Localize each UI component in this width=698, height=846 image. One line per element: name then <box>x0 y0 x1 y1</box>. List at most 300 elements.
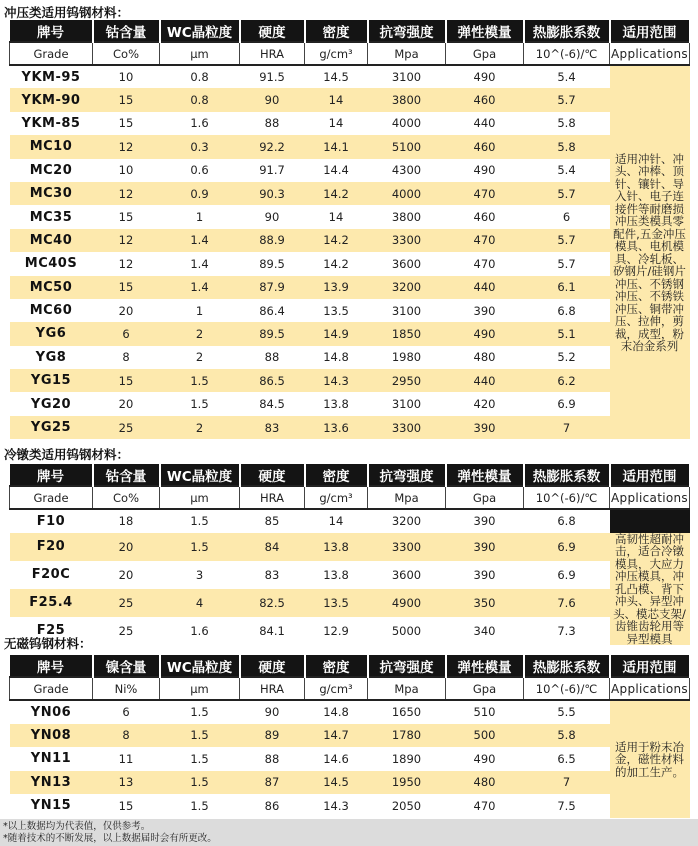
value-cell: 3800 <box>368 88 446 111</box>
value-cell: 84.5 <box>240 392 305 415</box>
table-row <box>10 589 690 617</box>
value-cell: 1890 <box>368 747 446 771</box>
value-cell: 14.1 <box>305 135 368 158</box>
table-row <box>10 299 690 322</box>
applications-label: Applications <box>610 486 690 509</box>
value-cell: 5000 <box>368 617 446 645</box>
value-cell: 0.6 <box>160 159 240 182</box>
unit-label: μm <box>160 677 240 700</box>
value-cell: 500 <box>446 724 524 748</box>
grade-cell: YG20 <box>10 392 93 415</box>
value-cell: 4900 <box>368 589 446 617</box>
applications-spacer <box>610 509 690 533</box>
unit-label: Co% <box>93 42 160 65</box>
unit-label: μm <box>160 486 240 509</box>
table-row <box>10 392 690 415</box>
unit-label: g/cm³ <box>305 677 368 700</box>
value-cell: 1980 <box>368 346 446 369</box>
footnote: *以上数据均为代表值，仅供参考。 <box>3 821 151 832</box>
value-cell: 6.5 <box>524 747 610 771</box>
value-cell: 3300 <box>368 229 446 252</box>
value-cell: 6.2 <box>524 369 610 392</box>
grade-cell: MC35 <box>10 205 93 228</box>
value-cell: 5.8 <box>524 724 610 748</box>
value-cell: 87 <box>240 771 305 795</box>
value-cell: 8 <box>93 346 160 369</box>
grade-cell: F25 <box>10 617 93 645</box>
table-row <box>10 135 690 158</box>
value-cell: 440 <box>446 276 524 299</box>
value-cell: 1.5 <box>160 794 240 818</box>
value-cell: 13.9 <box>305 276 368 299</box>
value-cell: 12 <box>93 252 160 275</box>
value-cell: 14.3 <box>305 369 368 392</box>
column-header: 热膨胀系数 <box>524 20 610 42</box>
value-cell: 440 <box>446 112 524 135</box>
nonmagnetic-materials-table <box>9 655 691 818</box>
value-cell: 10 <box>93 65 160 88</box>
grade-cell: YN13 <box>10 771 93 795</box>
value-cell: 12 <box>93 135 160 158</box>
value-cell: 14.4 <box>305 159 368 182</box>
grade-cell: YKM-90 <box>10 88 93 111</box>
value-cell: 1650 <box>368 700 446 724</box>
grade-label: Grade <box>10 677 93 700</box>
value-cell: 91.7 <box>240 159 305 182</box>
value-cell: 20 <box>93 533 160 561</box>
applications-cell: 适用冲针、冲头、冲棒、顶针、镶针、导入针、电子连接件等耐磨损冲压类模具零配件,五金冲压模具、电机模具、冷轧板、矽钢片/硅钢片冲压、不锈钢冲压、不锈铁冲压、铜带冲压、拉伸，剪裁，成型，粉末冶金系列 <box>610 65 690 439</box>
column-header: WC晶粒度 <box>160 464 240 486</box>
value-cell: 350 <box>446 589 524 617</box>
value-cell: 1780 <box>368 724 446 748</box>
value-cell: 3100 <box>368 392 446 415</box>
unit-label: Mpa <box>368 486 446 509</box>
column-header: 适用范围 <box>610 464 690 486</box>
value-cell: 14 <box>305 112 368 135</box>
value-cell: 6.9 <box>524 392 610 415</box>
grade-cell: MC60 <box>10 299 93 322</box>
value-cell: 25 <box>93 416 160 439</box>
section-title-cold-heading: 冷镦类适用钨钢材料： <box>4 447 130 462</box>
value-cell: 3200 <box>368 276 446 299</box>
table-row <box>10 65 690 88</box>
column-header: 牌号 <box>10 464 93 486</box>
value-cell: 1.4 <box>160 229 240 252</box>
value-cell: 15 <box>93 369 160 392</box>
table-row <box>10 252 690 275</box>
value-cell: 92.2 <box>240 135 305 158</box>
unit-label: HRA <box>240 677 305 700</box>
value-cell: 440 <box>446 369 524 392</box>
applications-label: Applications <box>610 677 690 700</box>
value-cell: 14.8 <box>305 346 368 369</box>
value-cell: 3300 <box>368 416 446 439</box>
value-cell: 480 <box>446 771 524 795</box>
column-header: 硬度 <box>240 464 305 486</box>
value-cell: 1.5 <box>160 771 240 795</box>
table-row <box>10 561 690 589</box>
table-row <box>10 182 690 205</box>
grade-label: Grade <box>10 486 93 509</box>
footnotes <box>0 819 698 846</box>
grade-cell: YN08 <box>10 724 93 748</box>
grade-cell: MC50 <box>10 276 93 299</box>
grade-cell: YG25 <box>10 416 93 439</box>
value-cell: 7 <box>524 771 610 795</box>
value-cell: 6 <box>93 322 160 345</box>
grade-label: Grade <box>10 42 93 65</box>
value-cell: 1.5 <box>160 392 240 415</box>
grade-cell: F25.4 <box>10 589 93 617</box>
value-cell: 4000 <box>368 182 446 205</box>
value-cell: 5.2 <box>524 346 610 369</box>
value-cell: 91.5 <box>240 65 305 88</box>
table-row <box>10 112 690 135</box>
value-cell: 1.5 <box>160 747 240 771</box>
table-row <box>10 533 690 561</box>
column-header: 弹性模量 <box>446 20 524 42</box>
value-cell: 7 <box>524 416 610 439</box>
value-cell: 5.4 <box>524 159 610 182</box>
unit-label: HRA <box>240 486 305 509</box>
value-cell: 90 <box>240 700 305 724</box>
value-cell: 390 <box>446 533 524 561</box>
column-header: 抗弯强度 <box>368 655 446 677</box>
value-cell: 1.5 <box>160 700 240 724</box>
value-cell: 2950 <box>368 369 446 392</box>
table-row <box>10 88 690 111</box>
value-cell: 1.6 <box>160 112 240 135</box>
value-cell: 89 <box>240 724 305 748</box>
table-row <box>10 205 690 228</box>
unit-label: 10^(-6)/℃ <box>524 42 610 65</box>
value-cell: 14.2 <box>305 182 368 205</box>
table-row <box>10 747 690 771</box>
column-header: 热膨胀系数 <box>524 464 610 486</box>
value-cell: 14.6 <box>305 747 368 771</box>
value-cell: 3200 <box>368 509 446 533</box>
section-title-nonmagnetic: 无磁钨钢材料： <box>4 636 92 651</box>
value-cell: 15 <box>93 276 160 299</box>
value-cell: 0.3 <box>160 135 240 158</box>
grade-cell: MC40 <box>10 229 93 252</box>
grade-cell: YN11 <box>10 747 93 771</box>
value-cell: 1950 <box>368 771 446 795</box>
value-cell: 13.6 <box>305 416 368 439</box>
value-cell: 14.3 <box>305 794 368 818</box>
value-cell: 3100 <box>368 299 446 322</box>
value-cell: 83 <box>240 561 305 589</box>
units-row <box>10 677 690 700</box>
value-cell: 90 <box>240 88 305 111</box>
value-cell: 3100 <box>368 65 446 88</box>
value-cell: 13.8 <box>305 392 368 415</box>
table-row <box>10 322 690 345</box>
unit-label: Mpa <box>368 42 446 65</box>
value-cell: 1.6 <box>160 617 240 645</box>
column-header: WC晶粒度 <box>160 655 240 677</box>
value-cell: 5.8 <box>524 135 610 158</box>
applications-cell: 适用于粉末冶金，磁性材料的加工生产。 <box>610 700 690 818</box>
table-row <box>10 617 690 645</box>
value-cell: 470 <box>446 794 524 818</box>
value-cell: 1 <box>160 205 240 228</box>
column-header: 密度 <box>305 464 368 486</box>
value-cell: 1.5 <box>160 509 240 533</box>
value-cell: 20 <box>93 299 160 322</box>
value-cell: 12 <box>93 182 160 205</box>
value-cell: 5.7 <box>524 252 610 275</box>
value-cell: 3300 <box>368 533 446 561</box>
value-cell: 15 <box>93 88 160 111</box>
value-cell: 90.3 <box>240 182 305 205</box>
value-cell: 14.9 <box>305 322 368 345</box>
value-cell: 5.7 <box>524 182 610 205</box>
unit-label: Co% <box>93 486 160 509</box>
table-row <box>10 369 690 392</box>
column-header: 抗弯强度 <box>368 464 446 486</box>
value-cell: 10 <box>93 159 160 182</box>
column-header: 弹性模量 <box>446 655 524 677</box>
value-cell: 13 <box>93 771 160 795</box>
grade-cell: YN06 <box>10 700 93 724</box>
table-row <box>10 159 690 182</box>
unit-label: 10^(-6)/℃ <box>524 486 610 509</box>
value-cell: 1 <box>160 299 240 322</box>
column-header: 牌号 <box>10 20 93 42</box>
column-header: 热膨胀系数 <box>524 655 610 677</box>
value-cell: 14.2 <box>305 229 368 252</box>
value-cell: 7.6 <box>524 589 610 617</box>
column-header: 钴含量 <box>93 464 160 486</box>
value-cell: 89.5 <box>240 252 305 275</box>
value-cell: 6 <box>93 700 160 724</box>
table-row <box>10 416 690 439</box>
value-cell: 420 <box>446 392 524 415</box>
table-row <box>10 276 690 299</box>
grade-cell: YG8 <box>10 346 93 369</box>
value-cell: 490 <box>446 159 524 182</box>
column-header: 牌号 <box>10 655 93 677</box>
value-cell: 5.7 <box>524 229 610 252</box>
applications-cell: 高韧性超耐冲击，适合冷镦模具，大应力冲压模具，冲孔凸模、背下冲头、异型冲头、模芯支架/齿锥齿轮用等异型模具 <box>610 533 690 646</box>
table-row <box>10 771 690 795</box>
value-cell: 6.9 <box>524 533 610 561</box>
value-cell: 490 <box>446 747 524 771</box>
value-cell: 14.7 <box>305 724 368 748</box>
grade-cell: YN15 <box>10 794 93 818</box>
value-cell: 2 <box>160 416 240 439</box>
grade-cell: YG6 <box>10 322 93 345</box>
value-cell: 14 <box>305 205 368 228</box>
table-row <box>10 724 690 748</box>
unit-label: g/cm³ <box>305 486 368 509</box>
value-cell: 20 <box>93 392 160 415</box>
grade-cell: MC30 <box>10 182 93 205</box>
value-cell: 390 <box>446 416 524 439</box>
value-cell: 5.7 <box>524 88 610 111</box>
value-cell: 470 <box>446 182 524 205</box>
value-cell: 460 <box>446 205 524 228</box>
unit-label: μm <box>160 42 240 65</box>
value-cell: 1.4 <box>160 252 240 275</box>
column-header: 镍含量 <box>93 655 160 677</box>
value-cell: 5.8 <box>524 112 610 135</box>
section-title-stamping: 冲压类适用钨钢材料： <box>4 5 130 20</box>
value-cell: 85 <box>240 509 305 533</box>
value-cell: 89.5 <box>240 322 305 345</box>
column-header: 硬度 <box>240 655 305 677</box>
unit-label: g/cm³ <box>305 42 368 65</box>
grade-cell: YKM-95 <box>10 65 93 88</box>
value-cell: 2050 <box>368 794 446 818</box>
value-cell: 18 <box>93 509 160 533</box>
value-cell: 3600 <box>368 561 446 589</box>
grade-cell: F20C <box>10 561 93 589</box>
grade-cell: F20 <box>10 533 93 561</box>
value-cell: 84 <box>240 533 305 561</box>
value-cell: 20 <box>93 561 160 589</box>
value-cell: 12.9 <box>305 617 368 645</box>
value-cell: 2 <box>160 322 240 345</box>
value-cell: 11 <box>93 747 160 771</box>
value-cell: 1.5 <box>160 533 240 561</box>
value-cell: 0.8 <box>160 65 240 88</box>
value-cell: 490 <box>446 322 524 345</box>
value-cell: 510 <box>446 700 524 724</box>
value-cell: 460 <box>446 88 524 111</box>
table-row <box>10 700 690 724</box>
unit-label: 10^(-6)/℃ <box>524 677 610 700</box>
value-cell: 12 <box>93 229 160 252</box>
unit-label: Ni% <box>93 677 160 700</box>
value-cell: 5.4 <box>524 65 610 88</box>
unit-label: Mpa <box>368 677 446 700</box>
value-cell: 14.5 <box>305 65 368 88</box>
value-cell: 88 <box>240 747 305 771</box>
value-cell: 13.5 <box>305 589 368 617</box>
unit-label: HRA <box>240 42 305 65</box>
value-cell: 340 <box>446 617 524 645</box>
grade-cell: MC10 <box>10 135 93 158</box>
value-cell: 25 <box>93 589 160 617</box>
value-cell: 15 <box>93 112 160 135</box>
value-cell: 0.8 <box>160 88 240 111</box>
value-cell: 25 <box>93 617 160 645</box>
value-cell: 5.1 <box>524 322 610 345</box>
unit-label: Gpa <box>446 42 524 65</box>
value-cell: 13.8 <box>305 561 368 589</box>
value-cell: 15 <box>93 794 160 818</box>
value-cell: 83 <box>240 416 305 439</box>
stamping-materials-table <box>9 20 691 439</box>
value-cell: 6 <box>524 205 610 228</box>
value-cell: 6.8 <box>524 509 610 533</box>
value-cell: 6.9 <box>524 561 610 589</box>
unit-label: Gpa <box>446 677 524 700</box>
grade-cell: YKM-85 <box>10 112 93 135</box>
value-cell: 4000 <box>368 112 446 135</box>
value-cell: 14.5 <box>305 771 368 795</box>
value-cell: 4 <box>160 589 240 617</box>
column-header: 抗弯强度 <box>368 20 446 42</box>
applications-label: Applications <box>610 42 690 65</box>
header-row <box>10 20 690 42</box>
table-row <box>10 346 690 369</box>
value-cell: 4300 <box>368 159 446 182</box>
grade-cell: F10 <box>10 509 93 533</box>
column-header: 适用范围 <box>610 655 690 677</box>
value-cell: 390 <box>446 299 524 322</box>
value-cell: 88 <box>240 112 305 135</box>
grade-cell: YG15 <box>10 369 93 392</box>
column-header: 硬度 <box>240 20 305 42</box>
value-cell: 87.9 <box>240 276 305 299</box>
value-cell: 15 <box>93 205 160 228</box>
value-cell: 1.5 <box>160 369 240 392</box>
value-cell: 470 <box>446 252 524 275</box>
value-cell: 86.5 <box>240 369 305 392</box>
value-cell: 86 <box>240 794 305 818</box>
value-cell: 14.8 <box>305 700 368 724</box>
header-row <box>10 464 690 486</box>
table-row <box>10 229 690 252</box>
column-header: 密度 <box>305 655 368 677</box>
value-cell: 1.5 <box>160 724 240 748</box>
value-cell: 7.5 <box>524 794 610 818</box>
value-cell: 490 <box>446 65 524 88</box>
table-row <box>10 794 690 818</box>
column-header: 钴含量 <box>93 20 160 42</box>
value-cell: 390 <box>446 561 524 589</box>
value-cell: 90 <box>240 205 305 228</box>
value-cell: 82.5 <box>240 589 305 617</box>
value-cell: 0.9 <box>160 182 240 205</box>
value-cell: 14.2 <box>305 252 368 275</box>
value-cell: 88 <box>240 346 305 369</box>
value-cell: 3600 <box>368 252 446 275</box>
column-header: 弹性模量 <box>446 464 524 486</box>
value-cell: 5100 <box>368 135 446 158</box>
units-row <box>10 42 690 65</box>
column-header: 适用范围 <box>610 20 690 42</box>
value-cell: 84.1 <box>240 617 305 645</box>
value-cell: 6.8 <box>524 299 610 322</box>
value-cell: 460 <box>446 135 524 158</box>
value-cell: 1.4 <box>160 276 240 299</box>
value-cell: 6.1 <box>524 276 610 299</box>
value-cell: 480 <box>446 346 524 369</box>
value-cell: 86.4 <box>240 299 305 322</box>
column-header: WC晶粒度 <box>160 20 240 42</box>
grade-cell: MC20 <box>10 159 93 182</box>
value-cell: 470 <box>446 229 524 252</box>
grade-cell: MC40S <box>10 252 93 275</box>
cold-heading-materials-table <box>9 464 691 645</box>
value-cell: 3 <box>160 561 240 589</box>
value-cell: 14 <box>305 88 368 111</box>
value-cell: 8 <box>93 724 160 748</box>
unit-label: Gpa <box>446 486 524 509</box>
table-row <box>10 509 690 533</box>
value-cell: 2 <box>160 346 240 369</box>
units-row <box>10 486 690 509</box>
value-cell: 7.3 <box>524 617 610 645</box>
value-cell: 1850 <box>368 322 446 345</box>
value-cell: 13.8 <box>305 533 368 561</box>
footnote: *随着技术的不断发展，以上数据届时会有所更改。 <box>3 833 217 844</box>
value-cell: 14 <box>305 509 368 533</box>
